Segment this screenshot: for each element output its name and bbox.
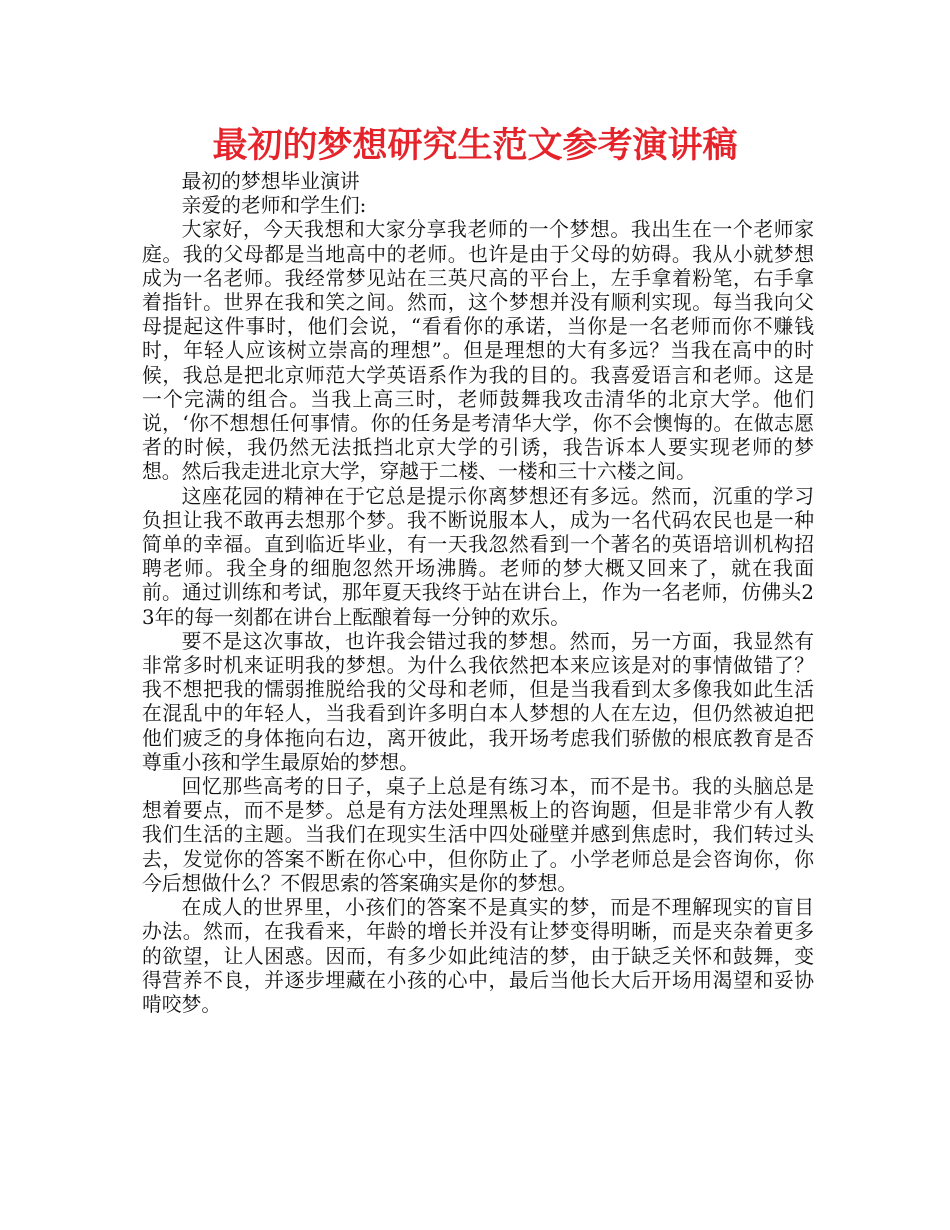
speech-subtitle: 最初的梦想毕业演讲 — [181, 170, 360, 193]
document-title: 最初的梦想研究生范文参考演讲稿 — [212, 126, 738, 166]
body-paragraph: 大家好，今天我想和大家分享我老师的一个梦想。我出生在一个老师家庭。我的父母都是当地高中的老师。也许是由于父母的妨碍。我从小就梦想成为一名老师。我经常梦见站在三英尺高的平台上，左手拿着粉笔，右手拿着指针。世界在我和笑之间。然而，这个梦想并没有顺利实现。每当我向父母提起这件事时，他们会说，“看看你的承诺，当你是一名老师而你不赚钱时，年轻人应该树立崇高的理想”。但是理想的大有多远？当我在高中的时候，我总是把北京师范大学英语系作为我的目的。我喜爱语言和老师。这是一个完满的组合。当我上高三时，老师鼓舞我攻击清华的北京大学。他们说，‘你不想想任何事情。你的任务是考清华大学，你不会懊悔的。在做志愿者的时候，我仍然无法抵挡北京大学的引诱，我告诉本人要实现老师的梦想。然后我走进北京大学，穿越于二楼、一楼和三十六楼之间。 — [142, 218, 814, 484]
body-paragraph: 要不是这次事故，也许我会错过我的梦想。然而，另一方面，我显然有非常多时机来证明我的梦想。为什么我依然把本来应该是对的事情做错了？我不想把我的懦弱推脱给我的父母和老师，但是当我看到太多像我如此生活在混乱中的年轻人，当我看到许多明白本人梦想的人在左边，但仍然被迫把他们疲乏的身体拖向右边，离开彼此，我开场考虑我们骄傲的根底教育是否尊重小孩和学生最原始的梦想。 — [142, 629, 814, 774]
body-paragraph: 在成人的世界里，小孩们的答案不是真实的梦，而是不理解现实的盲目办法。然而，在我看来，年龄的增长并没有让梦变得明晰，而是夹杂着更多的欲望，让人困惑。因而，有多少如此纯洁的梦，由于缺乏关怀和鼓舞，变得营养不良，并逐步埋藏在小孩的心中，最后当他长大后开场用渴望和妥协啃咬梦。 — [142, 896, 814, 1016]
body-paragraph: 回忆那些高考的日子，桌子上总是有练习本，而不是书。我的头脑总是想着要点，而不是梦。总是有方法处理黑板上的咨询题，但是非常少有人教我们生活的主题。当我们在现实生活中四处碰壁并感到焦虑时，我们转过头去，发觉你的答案不断在你心中，但你防止了。小学老师总是会咨询你，你今后想做什么？不假思索的答案确实是你的梦想。 — [142, 775, 814, 895]
document-body — [142, 170, 814, 1017]
body-paragraph: 这座花园的精神在于它总是提示你离梦想还有多远。然而，沉重的学习负担让我不敢再去想那个梦。我不断说服本人，成为一名代码农民也是一种简单的幸福。直到临近毕业，有一天我忽然看到一个著名的英语培训机构招聘老师。我全身的细胞忽然开场沸腾。老师的梦大概又回来了，就在我面前。通过训练和考试，那年夏天我终于站在讲台上，作为一名老师，仿佛头23年的每一刻都在讲台上酝酿着每一分钟的欢乐。 — [142, 484, 814, 629]
salutation: 亲爱的老师和学生们: — [181, 194, 367, 218]
